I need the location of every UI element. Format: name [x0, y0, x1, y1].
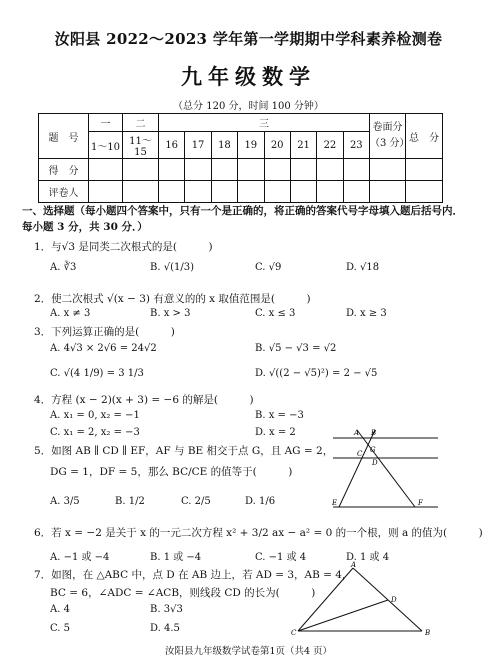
fig7-label-a: A [351, 561, 357, 569]
fig5-label-a: A [354, 429, 360, 437]
table-cell-q: 23 [343, 132, 369, 159]
section1-heading: 一、选择题（每小题四个答案中，只有一个是正确的，将正确的答案代号字母填入题后括号内．每小题 3 分，共 30 分．） [22, 205, 463, 233]
table-cell-q: 18 [211, 132, 237, 159]
score-row-label: 得 分 [39, 159, 89, 181]
q2-option-b: B. x > 3 [150, 308, 191, 319]
table-header-part2: 二 [123, 114, 159, 132]
q5-option-a: A. 3/5 [50, 496, 80, 507]
table-cell-q: 17 [185, 132, 211, 159]
table-cell-q: 1～10 [89, 132, 123, 159]
grader-row-label: 评卷人 [39, 181, 89, 203]
q1-option-b: B. √(1/3) [150, 262, 194, 273]
question-2-stem: 2．使二次根式 √(x − 3) 有意义的的 x 取值范围是( ) [34, 293, 311, 305]
question-7-stem: 7．如图，在 △ABC 中，点 D 在 AB 边上，若 AD = 3，AB = 4， [34, 569, 353, 581]
question-4-stem: 4．方程 (x − 2)(x + 3) = −6 的解是( ) [34, 394, 254, 406]
q2-option-a: A. x ≠ 3 [50, 308, 91, 319]
q5-option-d: D. 1/6 [245, 496, 276, 507]
page-footer: 汝阳县九年级数学试卷第1页（共4 页） [164, 646, 333, 657]
q6-option-c: C. −1 或 4 [255, 552, 307, 563]
q5-option-c: C. 2/5 [181, 496, 211, 507]
q6-option-d: D. 1 或 4 [346, 552, 390, 563]
q1-option-a: A. ∛3 [50, 262, 77, 273]
figure-triangle [290, 560, 440, 636]
q1-option-c: C. √9 [255, 262, 282, 273]
exam-score-sub: （3 分） [370, 138, 410, 149]
question-1-stem: 1．与√3 是同类二次根式的是( ) [34, 241, 213, 253]
fig5-label-f: F [418, 499, 423, 507]
question-3-stem: 3．下列运算正确的是( ) [34, 326, 175, 338]
exam-note: （总分 120 分，时间 100 分钟） [173, 101, 324, 112]
fig7-label-b: B [425, 629, 431, 636]
table-cell-q: 20 [264, 132, 290, 159]
fig5-label-b: B [371, 429, 377, 437]
table-header-part1: 一 [89, 114, 123, 132]
figure-parallel-lines [330, 425, 442, 527]
q4-option-c: C. x₁ = 2, x₂ = −3 [50, 427, 140, 438]
q6-option-b: B. 1 或 −4 [150, 552, 202, 563]
q4-option-b: B. x = −3 [255, 410, 304, 421]
fig5-label-e: E [332, 499, 338, 507]
q4-option-a: A. x₁ = 0, x₂ = −1 [50, 410, 140, 421]
table-header-total: 总 分 [406, 114, 443, 159]
score-table [38, 113, 443, 203]
exam-subject: 九年级数学 [181, 64, 316, 89]
table-cell-q: 16 [159, 132, 185, 159]
q7-option-b: B. 3√3 [150, 604, 183, 615]
q5-option-b: B. 1/2 [115, 496, 145, 507]
q3-option-b: B. √5 − √3 = √2 [255, 343, 337, 354]
fig5-label-c: C [357, 450, 363, 458]
exam-score-label: 卷面分 [372, 122, 403, 133]
question-7-stem-2: BC = 6，∠ADC = ∠ACB，则线段 CD 的长为( ) [50, 587, 316, 599]
q2-option-c: C. x ≤ 3 [255, 308, 296, 319]
table-cell-q: 11～15 [123, 132, 159, 159]
table-cell-q: 19 [238, 132, 264, 159]
line-be [339, 430, 375, 507]
table-header-part3: 三 [159, 114, 370, 132]
fig7-label-c: C [291, 629, 297, 636]
table-header-exam [370, 114, 410, 159]
question-5-stem-2: DG = 1，DF = 5，那么 BC/CE 的值等于( ) [50, 466, 293, 478]
table-cell-q: 22 [317, 132, 343, 159]
line-af [357, 430, 415, 507]
fig7-label-d: D [391, 596, 397, 604]
table-cell-q: 21 [290, 132, 316, 159]
q3-option-d: D. √((2 − √5)²) = 2 − √5 [255, 368, 378, 379]
q1-option-d: D. √18 [346, 262, 380, 273]
exam-title: 汝阳县 2022～2023 学年第一学期期中学科素养检测卷 [54, 30, 443, 48]
q6-option-a: A. −1 或 −4 [50, 552, 110, 563]
q7-option-c: C. 5 [50, 623, 71, 634]
fig5-label-d: D [372, 459, 378, 467]
question-5-stem: 5．如图 AB ∥ CD ∥ EF，AF 与 BE 相交于点 G，且 AG = 2， [34, 445, 334, 457]
side-ab [353, 568, 422, 631]
q3-option-a: A. 4√3 × 2√6 = 24√2 [50, 343, 157, 354]
q4-option-d: D. x = 2 [255, 427, 296, 438]
q3-option-c: C. √(4 1/9) = 3 1/3 [50, 368, 144, 379]
fig5-label-g: G [370, 446, 376, 454]
q2-option-d: D. x ≥ 3 [346, 308, 387, 319]
question-6-stem: 6．若 x = −2 是关于 x 的一元二次方程 x² + 3/2 ax − a² = 0 的一个根，则 a 的值为( ) [34, 527, 483, 539]
q7-option-d: D. 4.5 [150, 623, 180, 634]
q7-option-a: A. 4 [50, 604, 70, 615]
table-header-label: 题 号 [39, 114, 89, 159]
